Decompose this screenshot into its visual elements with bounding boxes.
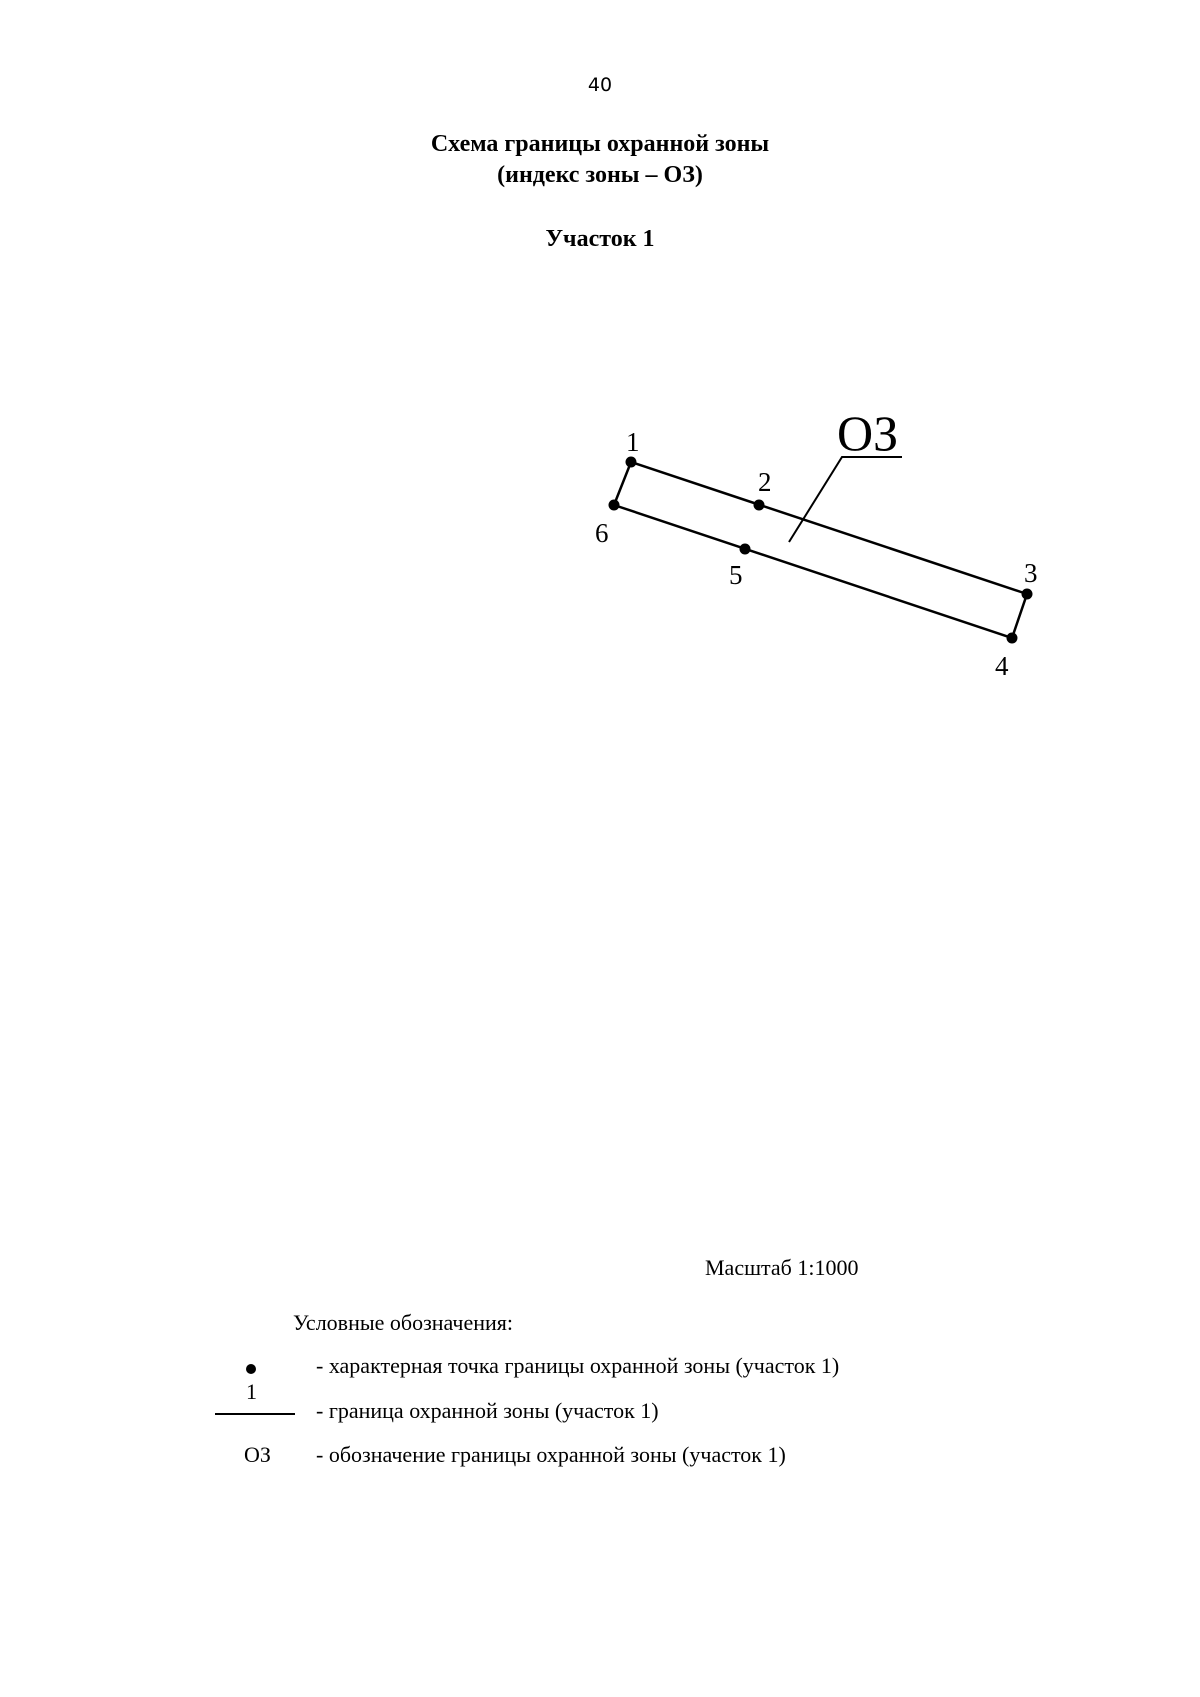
legend-point-symbol <box>246 1353 260 1405</box>
legend-zone-symbol: ОЗ <box>244 1442 271 1467</box>
boundary-point-6 <box>609 500 620 511</box>
legend-line-desc: - граница охранной зоны (участок 1) <box>316 1398 659 1423</box>
legend-point-number: 1 <box>246 1379 257 1404</box>
zone-boundary <box>614 462 1027 638</box>
scale-label: Масштаб 1:1000 <box>705 1255 859 1280</box>
boundary-point-4 <box>1007 633 1018 644</box>
page-title: Схема границы охранной зоны <box>430 131 770 157</box>
point-dot-icon <box>246 1364 256 1374</box>
point-label-3: 3 <box>1024 558 1038 588</box>
boundary-line-icon <box>215 1413 295 1415</box>
boundary-point-2 <box>754 500 765 511</box>
boundary-point-5 <box>740 544 751 555</box>
point-label-4: 4 <box>995 651 1009 681</box>
zone-leader-line <box>789 457 902 542</box>
point-label-1: 1 <box>626 427 640 457</box>
point-label-5: 5 <box>729 560 743 590</box>
page-subtitle: (индекс зоны – ОЗ) <box>497 162 703 188</box>
boundary-point-1 <box>626 457 637 468</box>
zone-label: ОЗ <box>837 405 899 461</box>
legend-zone-desc: - обозначение границы охранной зоны (участок 1) <box>316 1442 786 1467</box>
section-title: Участок 1 <box>545 226 655 252</box>
point-label-2: 2 <box>758 467 772 497</box>
legend-point-desc: - характерная точка границы охранной зоны (участок 1) <box>316 1353 840 1378</box>
legend-title: Условные обозначения: <box>293 1310 514 1335</box>
page-number: 40 <box>587 74 613 96</box>
boundary-point-3 <box>1022 589 1033 600</box>
point-label-6: 6 <box>595 518 609 548</box>
